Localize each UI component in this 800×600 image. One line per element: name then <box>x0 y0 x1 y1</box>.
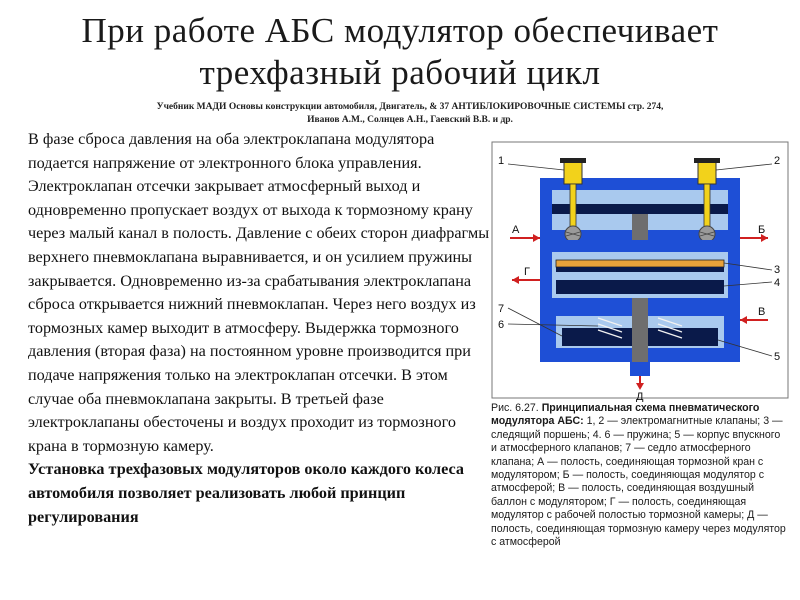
slide-title-line1: При работе АБС модулятор обеспечивает <box>81 11 719 50</box>
slide-title <box>0 10 800 94</box>
label-v: В <box>758 306 766 318</box>
caption-title: Принципиальная схема пневматического модулятора АБС: <box>491 402 760 428</box>
caption-number: Рис. 6.27. <box>491 402 539 414</box>
label-d: Д <box>636 391 644 402</box>
label-2: 2 <box>774 155 781 167</box>
central-stem-lower <box>632 298 648 370</box>
follow-piston <box>556 260 724 267</box>
label-4: 4 <box>774 277 781 289</box>
label-a: А <box>512 224 520 236</box>
label-g: Г <box>524 266 530 278</box>
label-5: 5 <box>774 351 781 363</box>
upper-plate <box>552 204 728 214</box>
body-paragraph: В фазе сброса давления на оба электроклапана модулятора подается напряжение от электронного блока управления. Электроклапан отсечки закрывает атмосферный выход и одновременно пропускает воздух от выхода к тормозному крану через малый канал в полость. Давление с обеих сторон диафрагмы верхнего пневмоклапана выравнивается, и он усилием пружины закрывается. Одновременно из-за срабатывания электроклапана сброса открывается нижний пневмоклапан. Через него воздух из тормозных камер выходит в атмосферу. Выдержка тормозного давления (вторая фаза) на постоянном уровне производится при подаче напряжения только на электроклапан отсечки. В этом случае оба пневмоклапана закрыты. В третьей фазе электроклапаны обесточены и воздух проходит из тормозного крана в тормозную камеру. <box>28 130 490 455</box>
source-line1: Учебник МАДИ Основы конструкции автомобиля, Двигатель, & 37 АНТИБЛОКИРОВОЧНЫЕ СИСТЕМЫ стр. 274, <box>156 102 664 112</box>
modulator-schematic <box>490 140 790 402</box>
piston-spring-seat <box>556 280 724 294</box>
piston-diaphragm <box>556 267 724 272</box>
label-3: 3 <box>774 264 781 276</box>
valve-spring-left <box>565 226 581 242</box>
figure-caption <box>491 402 789 549</box>
source-line2: Иванов А.М., Солнцев А.Н., Гаевский В.В. и др. <box>307 115 513 125</box>
caption-text: 1, 2 — электромагнитные клапаны; 3 — следящий поршень; 4. 6 — пружина; 5 — корпус впускного и атмосферного клапанов; 7 — седло атмосферного клапана; А — полость, соединяющая тормозной кран с модулятором; Б — полость, соединяющая модулятор с атмосферой; В — полость, соединяющая воздушный баллон с модулятором; Г — полость, соединяющая модулятор с рабочей полостью тормозной камеры; Д — полость, соединяющая тормозную камеру через модулятор с атмосферой <box>491 415 786 549</box>
body-text <box>28 128 496 529</box>
label-7: 7 <box>498 303 505 315</box>
exhaust-duct <box>630 362 650 376</box>
valve-spring-right <box>699 226 715 242</box>
source-reference <box>110 101 710 127</box>
label-6: 6 <box>498 319 505 331</box>
slide-title-line2: трехфазный рабочий цикл <box>199 53 601 92</box>
label-b: Б <box>758 224 766 236</box>
body-bold-conclusion: Установка трехфазовых модуляторов около каждого колеса автомобиля позволяет реализовать любой принцип регулирования <box>28 460 464 526</box>
label-1: 1 <box>498 155 505 167</box>
